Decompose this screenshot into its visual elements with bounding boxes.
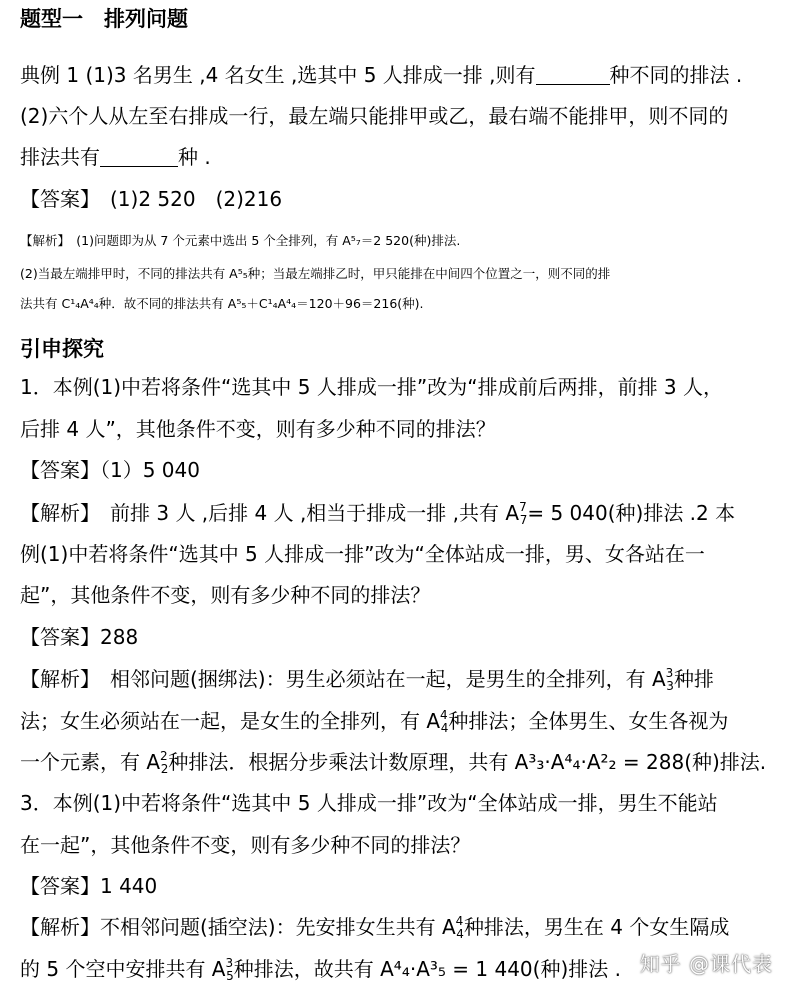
perm-sup: 3	[665, 666, 674, 680]
q3-analysis-1-tail: 种排法，男生在 4 个女生隔成	[463, 915, 730, 939]
q1-answer: 【答案】（1）5 040	[20, 458, 200, 482]
q2-analysis-1-text: 【解析】 相邻问题(捆绑法)：男生必须站在一起，是男生的全排列，有 A	[20, 667, 666, 691]
perm-sup: 7	[519, 500, 527, 514]
q2-analysis-3	[20, 749, 766, 778]
example1-analysis-1: 【解析】 (1)问题即为从 7 个元素中选出 5 个全排列，有 A⁵₇＝2 520(种)排法.	[20, 233, 461, 248]
example1-line1-text: 典例 1 (1)3 名男生 ,4 名女生 ,选其中 5 人排成一排 ,则有	[20, 63, 536, 87]
q3-line1: 3．本例(1)中若将条件“选其中 5 人排成一排”改为“全体站成一排，男生不能站	[20, 791, 718, 815]
extension-title: 引申探究	[20, 337, 104, 361]
q1-analysis-tail: = 5 040(种)排法 .2 本	[527, 501, 736, 525]
perm-sub: 2	[160, 762, 169, 776]
perm-sub: 5	[226, 969, 234, 983]
section-title: 题型一 排列问题	[20, 7, 188, 31]
q2-analysis-3-tail: 种排法．根据分步乘法计数原理，共有 A³₃·A⁴₄·A²₂ = 288(种)排法.	[168, 750, 767, 774]
q2-analysis-3-text: 一个元素，有 A	[20, 750, 161, 774]
q2-analysis-2-tail: 种排法；全体男生、女生各视为	[448, 709, 729, 733]
q2-line2: 起”，其他条件不变，则有多少种不同的排法？	[20, 583, 431, 607]
example1-line3-text: 排法共有	[20, 145, 100, 169]
q3-analysis-2	[20, 956, 621, 985]
perm-sup: 3	[225, 956, 234, 970]
example1-analysis-2: (2)当最左端排甲时，不同的排法共有 A⁵₅种；当最左端排乙时，甲只能排在中间四个位置之一，则不同的排	[20, 266, 611, 281]
q3-analysis-1	[20, 914, 729, 943]
q1-analysis	[20, 500, 735, 529]
example1-line2: (2)六个人从左至右排成一行，最左端只能排甲或乙，最右端不能排甲，则不同的	[20, 104, 729, 128]
perm-sub: 4	[440, 721, 449, 735]
q1-line2: 后排 4 人”，其他条件不变，则有多少种不同的排法？	[20, 417, 496, 441]
q3-analysis-1-text: 【解析】不相邻问题(插空法)：先安排女生共有 A	[20, 915, 456, 939]
q3-analysis-2-text: 的 5 个空中安排共有 A	[20, 957, 226, 981]
q3-analysis-2-tail: 种排法，故共有 A⁴₄·A³₅ = 1 440(种)排法 .	[233, 957, 621, 981]
perm-symbol	[519, 500, 527, 529]
answer-blank-2	[100, 146, 178, 167]
perm-symbol	[160, 749, 168, 778]
q2-analysis-2-text: 法；女生必须站在一起，是女生的全排列，有 A	[20, 709, 441, 733]
perm-sub: 7	[519, 513, 528, 527]
q2-analysis-1	[20, 666, 714, 695]
q2-line1: 例(1)中若将条件“选其中 5 人排成一排”改为“全体站成一排，男、女各站在一	[20, 542, 705, 566]
perm-sup: 4	[455, 914, 464, 928]
q2-analysis-2	[20, 708, 728, 737]
q3-line2: 在一起”，其他条件不变，则有多少种不同的排法？	[20, 833, 471, 857]
perm-sub: 4	[456, 927, 464, 941]
example1-answer: 【答案】 (1)2 520 (2)216	[20, 187, 283, 211]
watermark: 知乎 @课代表	[639, 952, 773, 976]
q3-answer: 【答案】1 440	[20, 874, 158, 898]
q2-analysis-1-tail: 种排	[673, 667, 714, 691]
example1-analysis-3: 法共有 C¹₄A⁴₄种．故不同的排法共有 A⁵₅＋C¹₄A⁴₄＝120＋96＝216(种).	[20, 296, 424, 311]
example1-line3-tail: 种 .	[178, 145, 211, 169]
perm-symbol	[440, 708, 448, 737]
perm-sup: 2	[160, 749, 168, 763]
example1-line1	[20, 62, 742, 88]
perm-symbol	[666, 666, 674, 695]
perm-sup: 4	[440, 708, 448, 722]
perm-sub: 3	[666, 679, 674, 693]
answer-blank-1	[536, 64, 610, 85]
q2-answer: 【答案】288	[20, 625, 139, 649]
example1-line1-tail: 种不同的排法 .	[609, 63, 743, 87]
perm-symbol	[456, 914, 464, 943]
example1-line3	[20, 144, 211, 170]
perm-symbol	[225, 956, 233, 985]
q1-line1: 1．本例(1)中若将条件“选其中 5 人排成一排”改为“排成前后两排，前排 3 人，	[20, 375, 724, 399]
q1-analysis-text: 【解析】 前排 3 人 ,后排 4 人 ,相当于排成一排 ,共有 A	[20, 501, 520, 525]
